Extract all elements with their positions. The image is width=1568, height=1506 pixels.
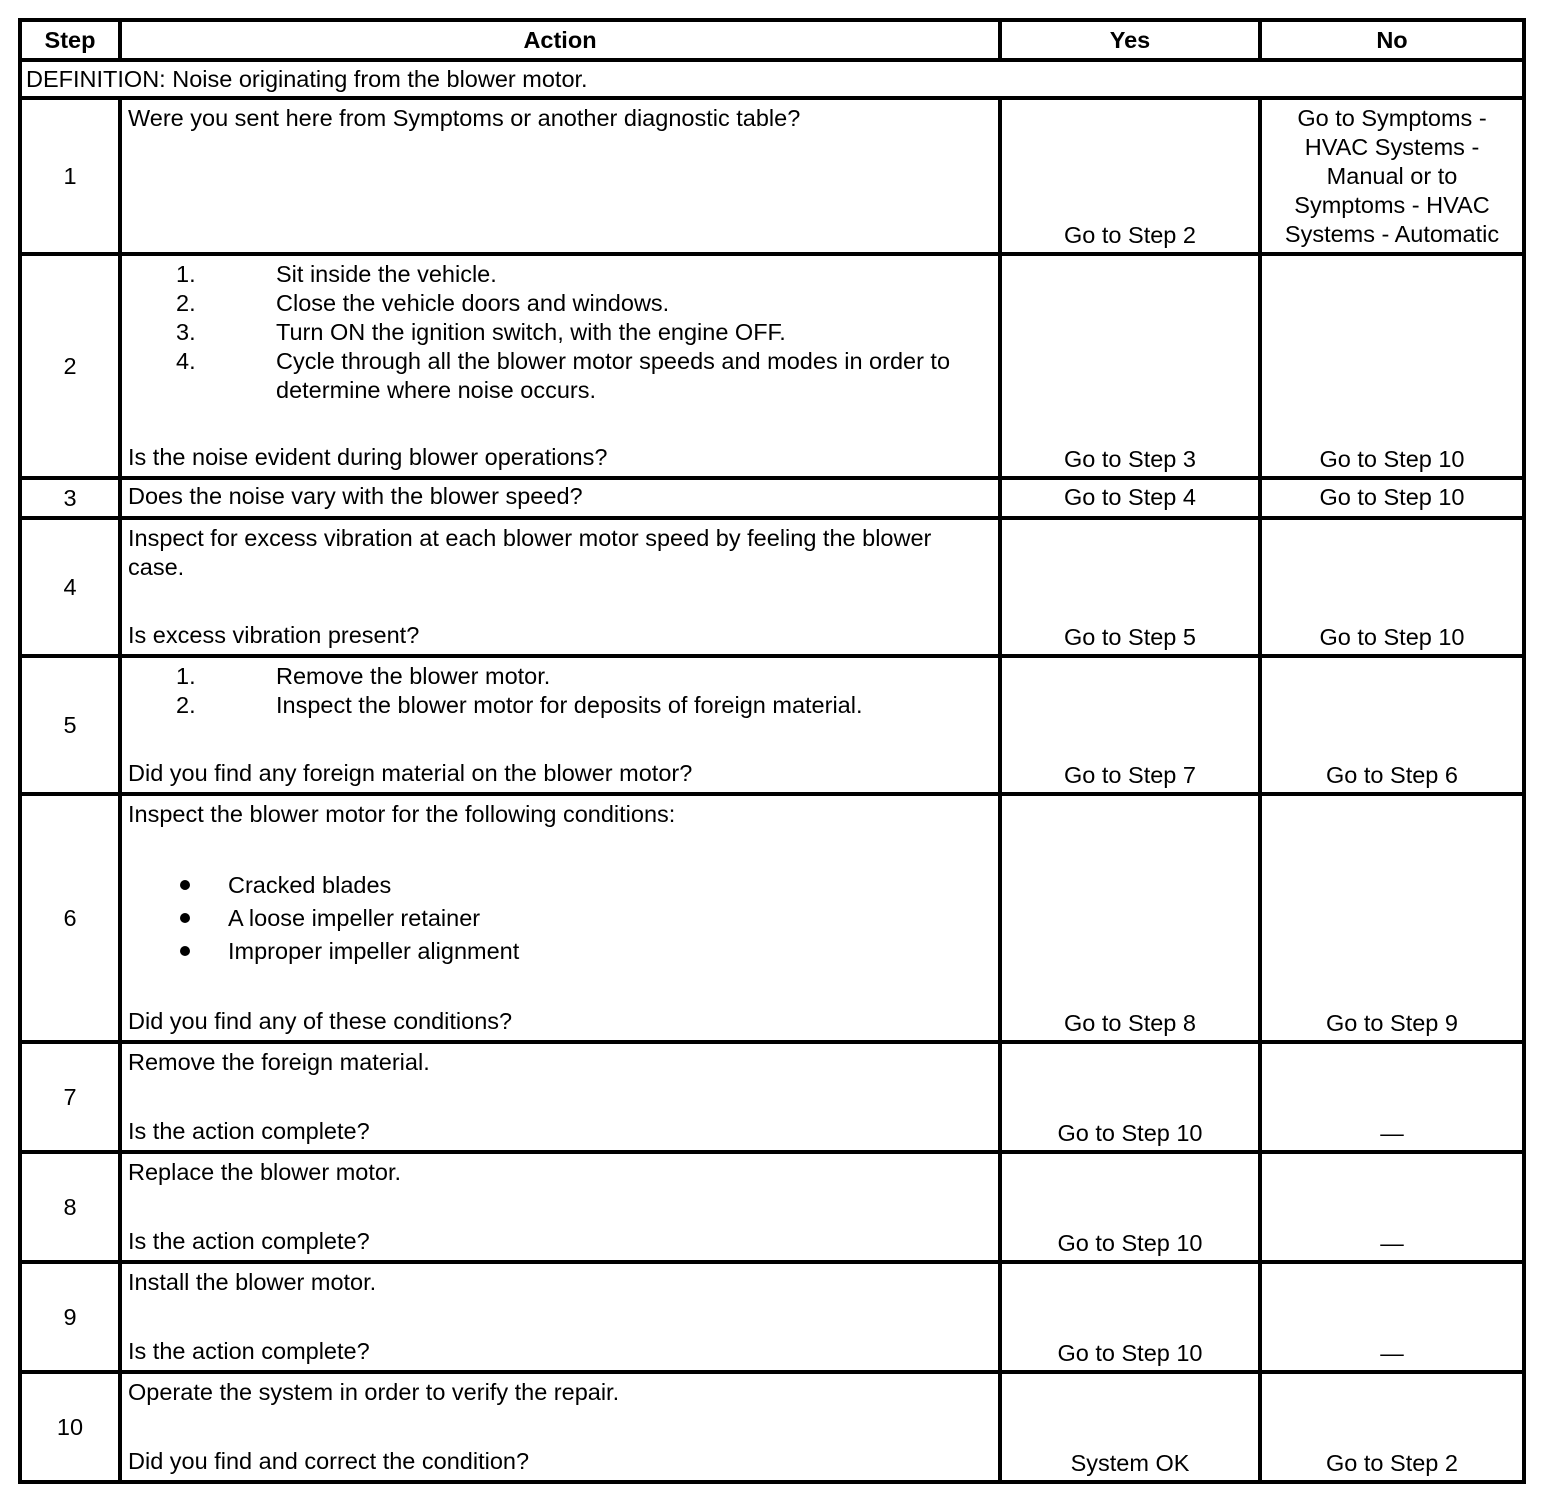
no-cell: Go to Symptoms - HVAC Systems - Manual or to Symptoms - HVAC Systems - Automatic (1260, 98, 1524, 254)
list-item: 3. Turn ON the ignition switch, with the engine OFF. (176, 319, 786, 345)
list-item: A loose impeller retainer (228, 904, 481, 931)
table-row (20, 1152, 1524, 1262)
list-item: 1. Remove the blower motor. (176, 663, 551, 689)
step-number: 7 (20, 1042, 120, 1152)
no-cell: Go to Step 10 (1260, 254, 1524, 478)
question-text: Is the noise evident during blower operations? (128, 444, 608, 470)
table-row (20, 656, 1524, 794)
diagnostic-table (18, 18, 1526, 1484)
no-cell: — (1260, 1042, 1524, 1152)
header-no: No (1260, 20, 1524, 60)
condition-list (128, 869, 994, 968)
table-row (20, 478, 1524, 518)
header-step: Step (20, 20, 120, 60)
action-text: Inspect the blower motor for the following conditions: (128, 801, 676, 827)
question-text: Is excess vibration present? (128, 622, 420, 648)
action-cell (120, 98, 1000, 254)
table-row (20, 98, 1524, 254)
list-item: 2. Close the vehicle doors and windows. (176, 290, 670, 316)
action-text: Inspect for excess vibration at each blower motor speed by feeling the blower case. (128, 525, 932, 580)
step-number: 1 (20, 98, 120, 254)
yes-cell: System OK (1000, 1372, 1260, 1482)
step-number: 10 (20, 1372, 120, 1482)
list-item: 4. Cycle through all the blower motor speeds and modes in order to determine where noise occurs. (176, 348, 951, 403)
table-row (20, 254, 1524, 478)
table-row (20, 518, 1524, 656)
action-cell (120, 1042, 1000, 1152)
step-number: 3 (20, 478, 120, 518)
action-cell (120, 794, 1000, 1042)
step-number: 4 (20, 518, 120, 656)
step-number: 8 (20, 1152, 120, 1262)
list-item: 2. Inspect the blower motor for deposits of foreign material. (176, 692, 863, 718)
yes-cell: Go to Step 8 (1000, 794, 1260, 1042)
yes-cell: Go to Step 3 (1000, 254, 1260, 478)
action-text: Were you sent here from Symptoms or another diagnostic table? (128, 105, 801, 131)
action-cell (120, 518, 1000, 656)
definition-row (20, 60, 1524, 98)
no-cell: Go to Step 10 (1260, 518, 1524, 656)
yes-cell: Go to Step 7 (1000, 656, 1260, 794)
action-cell (120, 1152, 1000, 1262)
list-item: Improper impeller alignment (228, 937, 520, 964)
no-cell: Go to Step 10 (1260, 478, 1524, 518)
no-cell: — (1260, 1262, 1524, 1372)
no-cell: Go to Step 2 (1260, 1372, 1524, 1482)
step-number: 2 (20, 254, 120, 478)
no-cell: Go to Step 6 (1260, 656, 1524, 794)
header-action: Action (120, 20, 1000, 60)
table-row (20, 1372, 1524, 1482)
no-cell: — (1260, 1152, 1524, 1262)
table-row (20, 1262, 1524, 1372)
question-text: Is the action complete? (128, 1228, 370, 1254)
substep-list (128, 662, 994, 720)
action-cell (120, 1372, 1000, 1482)
yes-cell: Go to Step 4 (1000, 478, 1260, 518)
header-row (20, 20, 1524, 60)
yes-cell: Go to Step 10 (1000, 1042, 1260, 1152)
question-text: Is the action complete? (128, 1118, 370, 1144)
action-cell (120, 656, 1000, 794)
table-row (20, 1042, 1524, 1152)
substep-list (128, 260, 994, 405)
table-row (20, 794, 1524, 1042)
step-number: 9 (20, 1262, 120, 1372)
step-number: 5 (20, 656, 120, 794)
action-cell (120, 478, 1000, 518)
question-text: Does the noise vary with the blower speed? (128, 482, 583, 509)
question-text: Did you find and correct the condition? (128, 1448, 530, 1474)
yes-cell: Go to Step 5 (1000, 518, 1260, 656)
action-cell (120, 1262, 1000, 1372)
action-text: Remove the foreign material. (128, 1049, 430, 1075)
question-text: Is the action complete? (128, 1338, 370, 1364)
no-cell: Go to Step 9 (1260, 794, 1524, 1042)
yes-cell: Go to Step 10 (1000, 1262, 1260, 1372)
action-text: Replace the blower motor. (128, 1159, 402, 1185)
list-item: Cracked blades (228, 871, 392, 898)
list-item: 1. Sit inside the vehicle. (176, 261, 497, 287)
action-text: Operate the system in order to verify the repair. (128, 1379, 620, 1405)
step-number: 6 (20, 794, 120, 1042)
yes-cell: Go to Step 10 (1000, 1152, 1260, 1262)
action-cell (120, 254, 1000, 478)
yes-cell: Go to Step 2 (1000, 98, 1260, 254)
question-text: Did you find any of these conditions? (128, 1008, 513, 1034)
question-text: Did you find any foreign material on the blower motor? (128, 760, 693, 786)
header-yes: Yes (1000, 20, 1260, 60)
action-text: Install the blower motor. (128, 1269, 377, 1295)
definition-text: DEFINITION: Noise originating from the blower motor. (20, 60, 1524, 98)
